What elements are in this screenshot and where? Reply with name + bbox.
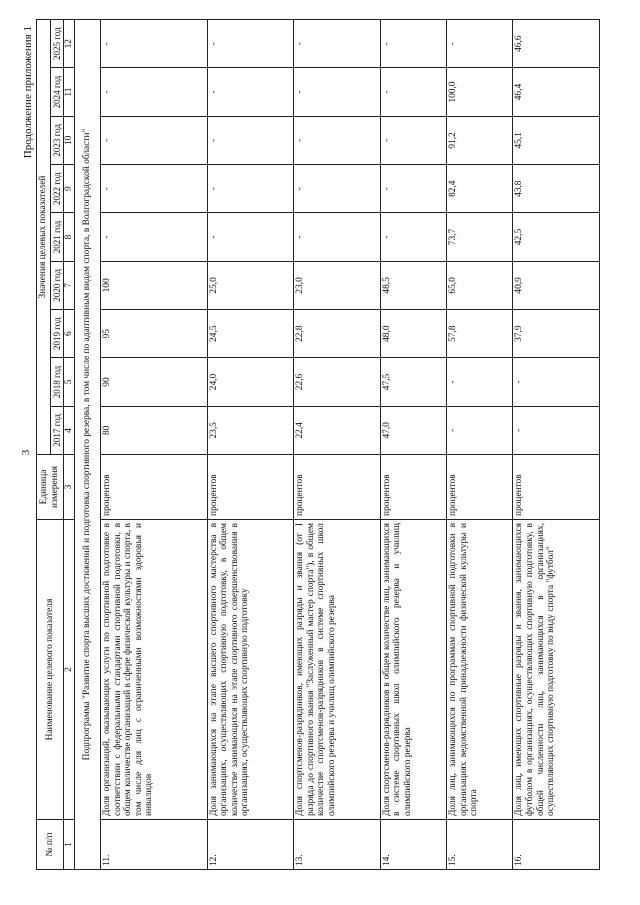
value-2025: 46,6: [513, 20, 600, 68]
column-index: 11: [63, 68, 75, 116]
column-index: 6: [63, 310, 75, 358]
value-2017: 47,0: [380, 406, 446, 454]
value-2019: 24,5: [207, 310, 294, 358]
column-index: 10: [63, 116, 75, 164]
value-2022: 43,8: [513, 165, 600, 213]
value-2024: -: [101, 68, 208, 116]
value-2020: 48,5: [380, 261, 446, 309]
row-number: 11.: [101, 820, 208, 870]
value-2017: 22,4: [294, 406, 381, 454]
header-number: № п/п: [37, 820, 64, 870]
header-year: 2024 год: [50, 68, 63, 116]
header-year: 2017 год: [50, 406, 63, 454]
table-row: [294, 20, 381, 870]
continuation-note: Продолжение приложения 1: [22, 26, 34, 159]
value-2021: 73,7: [447, 213, 513, 261]
header-year: 2023 год: [50, 116, 63, 164]
value-2022: -: [294, 165, 381, 213]
unit: процентов: [101, 455, 208, 520]
table-row: [207, 20, 294, 870]
value-2023: 45,1: [513, 116, 600, 164]
value-2021: -: [380, 213, 446, 261]
value-2025: -: [447, 20, 513, 68]
value-2019: 37,9: [513, 310, 600, 358]
value-2017: -: [447, 406, 513, 454]
value-2021: -: [101, 213, 208, 261]
unit: процентов: [207, 455, 294, 520]
indicator-name: Доля организаций, оказывающих услуги по спортивной подготовке в соответствии с федеральными стандартами спортивной подготовки, в общем количестве организаций в сфере физической культуры и спорта, в том числе для лиц с ограниченными возможностями здоровья и инвалидов: [101, 520, 208, 820]
value-2020: 100: [101, 261, 208, 309]
value-2017: 23,5: [207, 406, 294, 454]
value-2023: -: [207, 116, 294, 164]
unit: процентов: [513, 455, 600, 520]
value-2022: -: [207, 165, 294, 213]
header-year: 2022 год: [50, 165, 63, 213]
column-index: 2: [63, 520, 75, 820]
value-2024: 46,4: [513, 68, 600, 116]
value-2017: 80: [101, 406, 208, 454]
indicator-name: Доля спортсменов-разрядников в общем количестве лиц, занимающихся в системе спортивных школ олимпийского резерва и училищ олимпийского резерва: [380, 520, 446, 820]
table-row: [380, 20, 446, 870]
value-2025: -: [207, 20, 294, 68]
header-year: 2020 год: [50, 261, 63, 309]
value-2020: 25,0: [207, 261, 294, 309]
value-2018: 47,5: [380, 358, 446, 406]
header-year: 2019 год: [50, 310, 63, 358]
header-row: [37, 20, 51, 870]
column-index-row: [63, 20, 75, 870]
row-number: 13.: [294, 820, 381, 870]
row-number: 12.: [207, 820, 294, 870]
indicator-name: Доля лиц, занимающихся по программам спортивной подготовки в организациях ведомственной принадлежности физической культуры и спорта: [447, 520, 513, 820]
value-2024: -: [207, 68, 294, 116]
row-number: 15.: [447, 820, 513, 870]
column-index: 12: [63, 20, 75, 68]
value-2023: -: [294, 116, 381, 164]
value-2021: 42,5: [513, 213, 600, 261]
value-2022: -: [101, 165, 208, 213]
value-2020: 65,0: [447, 261, 513, 309]
page-number: 3: [20, 449, 32, 456]
column-index: 7: [63, 261, 75, 309]
header-name: Наименование целевого показателя: [37, 520, 64, 820]
value-2018: 24,0: [207, 358, 294, 406]
table-row: [513, 20, 600, 870]
indicator-name: Доля занимающихся на этапе высшего спортивного мастерства в организациях, осуществляющих спортивную подготовку, в общем количестве занимающихся на этапе спортивного совершенствования в организациях, осуществляющих спортивную подготовку: [207, 520, 294, 820]
value-2019: 48,0: [380, 310, 446, 358]
header-year: 2018 год: [50, 358, 63, 406]
subprogram-title: Подпрограмма "Развитие спорта высших достижений и подготовка спортивного резерва, в том числе по адаптивным видам спорта, в Волгоградской области": [75, 20, 101, 870]
indicator-name: Доля спортсменов-разрядников, имеющих разряды и звания (от I разряда до спортивного звания "Заслуженный мастер спорта"), в общем количестве спортсменов-разрядников в системе спортивных школ олимпийского резерва и училищ олимпийского резерва: [294, 520, 381, 820]
value-2019: 57,8: [447, 310, 513, 358]
targets-table: [36, 19, 600, 870]
column-index: 5: [63, 358, 75, 406]
value-2024: 100,0: [447, 68, 513, 116]
value-2024: -: [294, 68, 381, 116]
column-index: 9: [63, 165, 75, 213]
header-year: 2025 год: [50, 20, 63, 68]
value-2021: -: [207, 213, 294, 261]
value-2023: 91,2: [447, 116, 513, 164]
row-number: 14.: [380, 820, 446, 870]
value-2019: 22,8: [294, 310, 381, 358]
value-2025: -: [294, 20, 381, 68]
row-number: 16.: [513, 820, 600, 870]
value-2020: 23,0: [294, 261, 381, 309]
value-2018: -: [447, 358, 513, 406]
value-2022: -: [380, 165, 446, 213]
indicator-name: Доля лиц, имеющих спортивные разряды и звания, занимающихся футболом в организациях, осуществляющих спортивную подготовку, в общей численности лиц, занимающихся в организациях, осуществляющих спортивную подготовку по виду спорта "футбол": [513, 520, 600, 820]
value-2019: 95: [101, 310, 208, 358]
header-unit: Единица измерения: [37, 455, 64, 520]
table-row: [101, 20, 208, 870]
header-year: 2021 год: [50, 213, 63, 261]
value-2023: -: [380, 116, 446, 164]
value-2023: -: [101, 116, 208, 164]
value-2020: 40,9: [513, 261, 600, 309]
header-target-values: Значения целевых показателей: [37, 20, 51, 455]
value-2022: 82,4: [447, 165, 513, 213]
column-index: 8: [63, 213, 75, 261]
value-2025: -: [380, 20, 446, 68]
subprogram-row: [75, 20, 101, 870]
column-index: 4: [63, 406, 75, 454]
value-2018: 22,6: [294, 358, 381, 406]
column-index: 3: [63, 455, 75, 520]
unit: процентов: [380, 455, 446, 520]
value-2021: -: [294, 213, 381, 261]
value-2018: 90: [101, 358, 208, 406]
value-2025: -: [101, 20, 208, 68]
value-2024: -: [380, 68, 446, 116]
column-index: 1: [63, 820, 75, 870]
table-row: [447, 20, 513, 870]
unit: процентов: [447, 455, 513, 520]
unit: процентов: [294, 455, 381, 520]
value-2018: -: [513, 358, 600, 406]
value-2017: -: [513, 406, 600, 454]
